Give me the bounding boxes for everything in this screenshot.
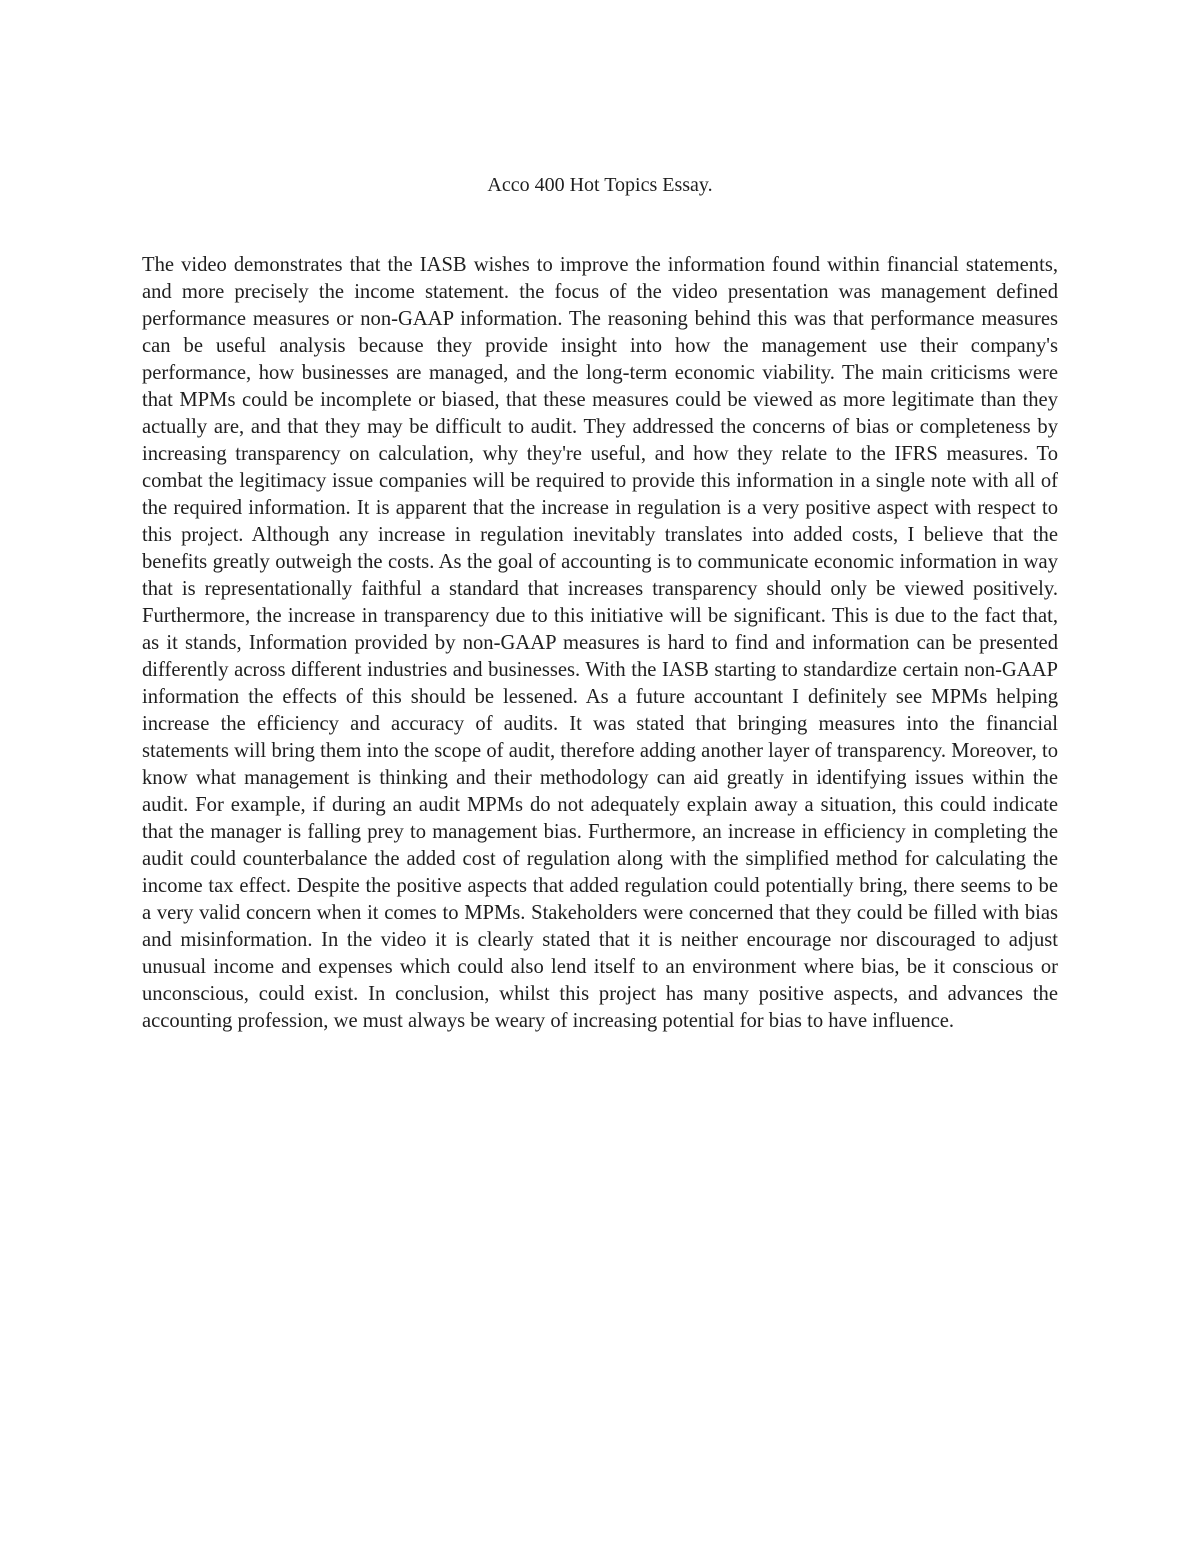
document-title: Acco 400 Hot Topics Essay. bbox=[487, 174, 713, 196]
essay-paragraph: The video demonstrates that the IASB wishes to improve the information found within financial statements, and more precisely the income statement. the focus of the video presentation was management defined performance measures or non-GAAP information. The reasoning behind this was that performance measures can be useful analysis because they provide insight into how the management use their company's performance, how businesses are managed, and the long-term economic viability. The main criticisms were that MPMs could be incomplete or biased, that these measures could be viewed as more legitimate than they actually are, and that they may be difficult to audit. They addressed the concerns of bias or completeness by increasing transparency on calculation, why they're useful, and how they relate to the IFRS measures. To combat the legitimacy issue companies will be required to provide this information in a single note with all of the required information. It is apparent that the increase in regulation is a very positive aspect with respect to this project. Although any increase in regulation inevitably translates into added costs, I believe that the benefits greatly outweigh the costs. As the goal of accounting is to communicate economic information in way that is representationally faithful a standard that increases transparency should only be viewed positively. Furthermore, the increase in transparency due to this initiative will be significant. This is due to the fact that, as it stands, Information provided by non-GAAP measures is hard to find and information can be presented differently across different industries and businesses. With the IASB starting to standardize certain non-GAAP information the effects of this should be lessened. As a future accountant I definitely see MPMs helping increase the efficiency and accuracy of audits. It was stated that bringing measures into the financial statements will bring them into the scope of audit, therefore adding another layer of transparency. Moreover, to know what management is thinking and their methodology can aid greatly in identifying issues within the audit. For example, if during an audit MPMs do not adequately explain away a situation, this could indicate that the manager is falling prey to management bias. Furthermore, an increase in efficiency in completing the audit could counterbalance the added cost of regulation along with the simplified method for calculating the income tax effect. Despite the positive aspects that added regulation could potentially bring, there seems to be a very valid concern when it comes to MPMs. Stakeholders were concerned that they could be filled with bias and misinformation. In the video it is clearly stated that it is neither encourage nor discouraged to adjust unusual income and expenses which could also lend itself to an environment where bias, be it conscious or unconscious, could exist. In conclusion, whilst this project has many positive aspects, and advances the accounting profession, we must always be weary of increasing potential for bias to have influence. bbox=[142, 254, 1058, 1032]
